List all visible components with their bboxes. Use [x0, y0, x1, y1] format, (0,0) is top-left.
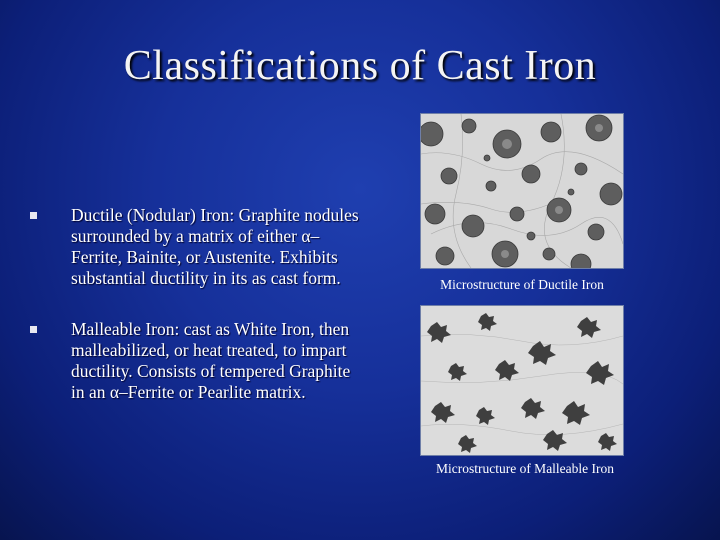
- ductile-iron-micrograph: [420, 113, 624, 269]
- bullet-malleable-iron: [30, 319, 360, 403]
- ductile-iron-caption: Microstructure of Ductile Iron: [440, 277, 604, 292]
- bullet-text: Ductile (Nodular) Iron: Graphite nodules surrounded by a matrix of either α–Ferrite, Bainite, or Austenite. Exhibits substantial ductility in its as cast form.: [71, 205, 359, 288]
- malleable-iron-micrograph: [420, 305, 624, 456]
- micrograph-ductile-iron-icon: [421, 114, 623, 268]
- bullet-list: [30, 205, 360, 403]
- bullet-text: Malleable Iron: cast as White Iron, then malleabilized, or heat treated, to impart ductility. Consists of tempered Graphite in an α–Ferrite or Pearlite matrix.: [71, 319, 351, 402]
- square-bullet-icon: [30, 326, 37, 333]
- square-bullet-icon: [30, 212, 37, 219]
- micrograph-malleable-iron-icon: [421, 306, 623, 455]
- bullet-ductile-iron: [30, 205, 360, 289]
- malleable-iron-caption: Microstructure of Malleable Iron: [435, 461, 615, 476]
- slide-title: Classifications of Cast Iron: [123, 43, 597, 89]
